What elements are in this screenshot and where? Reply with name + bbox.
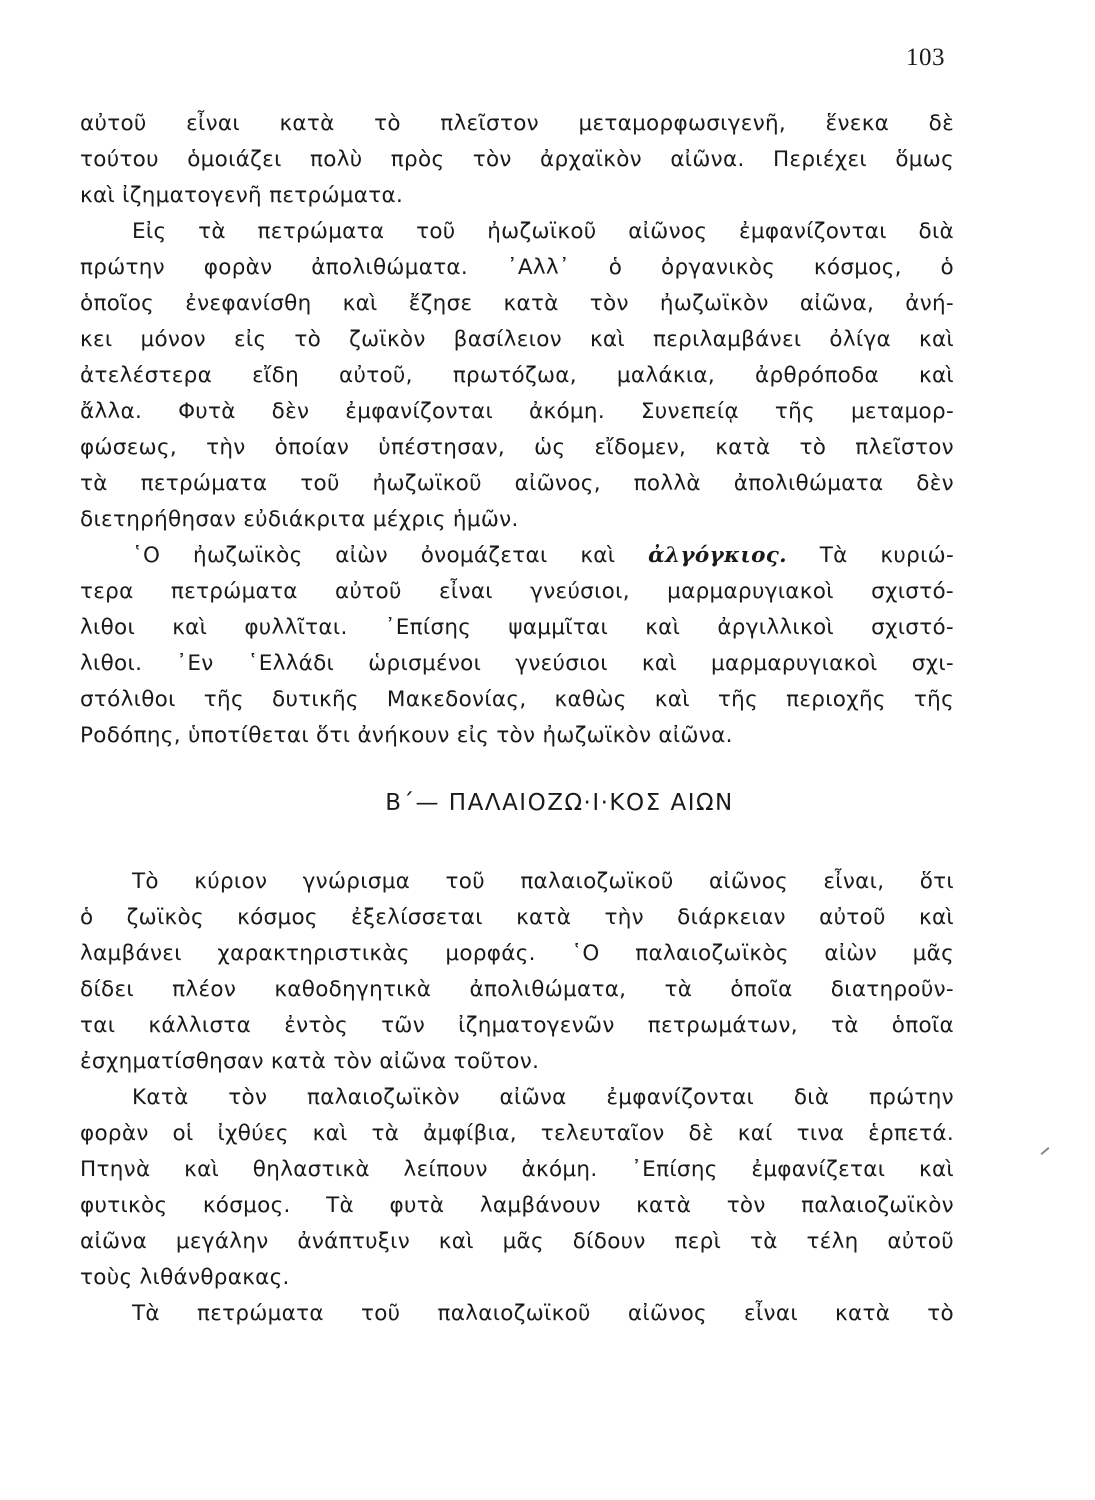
text-line: λιθοι. ᾿Εν ῾Ελλάδι ὡρισμένοι γνεύσιοι καὶ μαρμαρυγιακοὶ σχι- bbox=[80, 651, 954, 676]
text-line: Ροδόπης, ὑποτίθεται ὅτι ἀνήκουν εἰς τὸν ἠωζωϊκὸν αἰῶνα. bbox=[80, 723, 733, 748]
stray-pen-mark bbox=[1041, 1147, 1050, 1155]
text-line: λιθοι καὶ φυλλῖται. ᾿Επίσης ψαμμῖται καὶ ἀργιλλικοὶ σχιστό- bbox=[80, 615, 954, 640]
text-line: τερα πετρώματα αὐτοῦ εἶναι γνεύσιοι, μαρμαρυγιακοὶ σχιστό- bbox=[80, 579, 954, 604]
text-line: καὶ ἰζηματογενῆ πετρώματα. bbox=[80, 183, 404, 208]
line-prefix: ῾Ο ἠωζωϊκὸς αἰὼν ὀνομάζεται καὶ bbox=[132, 543, 616, 568]
section-2-text bbox=[80, 864, 954, 1332]
section-1-text bbox=[80, 106, 954, 754]
page-number: 103 bbox=[906, 44, 945, 71]
text-line: Πτηνὰ καὶ θηλαστικὰ λείπουν ἀκόμη. ᾿Επίσης ἐμφανίζεται καὶ bbox=[80, 1157, 954, 1182]
text-line: ὁ ζωϊκὸς κόσμος ἐξελίσσεται κατὰ τὴν διάρκειαν αὐτοῦ καὶ bbox=[80, 905, 954, 930]
text-line-with-term bbox=[80, 538, 954, 574]
text-line: διετηρήθησαν εὐδιάκριτα μέχρις ἡμῶν. bbox=[80, 507, 519, 532]
text-line: τοὺς λιθάνθρακας. bbox=[80, 1265, 290, 1290]
emphasized-term: ἀλγόγκιος. bbox=[648, 543, 787, 568]
text-line: ὁποῖος ἐνεφανίσθη καὶ ἔζησε κατὰ τὸν ἠωζωϊκὸν αἰῶνα, ἀνή- bbox=[80, 291, 954, 316]
text-line: ἄλλα. Φυτὰ δὲν ἐμφανίζονται ἀκόμη. Συνεπείᾳ τῆς μεταμορ- bbox=[80, 399, 954, 424]
text-line: ται κάλλιστα ἐντὸς τῶν ἰζηματογενῶν πετρωμάτων, τὰ ὁποῖα bbox=[80, 1013, 954, 1038]
text-line: ἐσχηματίσθησαν κατὰ τὸν αἰῶνα τοῦτον. bbox=[80, 1049, 540, 1074]
text-line: φυτικὸς κόσμος. Τὰ φυτὰ λαμβάνουν κατὰ τὸν παλαιοζωϊκὸν bbox=[80, 1193, 954, 1218]
text-line: δίδει πλέον καθοδηγητικὰ ἀπολιθώματα, τὰ ὁποῖα διατηροῦν- bbox=[80, 977, 954, 1002]
text-line: Κατὰ τὸν παλαιοζωϊκὸν αἰῶνα ἐμφανίζονται διὰ πρώτην bbox=[132, 1085, 954, 1110]
text-line: ἀτελέστερα εἴδη αὐτοῦ, πρωτόζωα, μαλάκια, ἀρθρόποδα καὶ bbox=[80, 363, 954, 388]
text-line: Εἰς τὰ πετρώματα τοῦ ἠωζωϊκοῦ αἰῶνος ἐμφανίζονται διὰ bbox=[132, 219, 954, 244]
text-line: κει μόνον εἰς τὸ ζωϊκὸν βασίλειον καὶ περιλαμβάνει ὀλίγα καὶ bbox=[80, 327, 954, 352]
text-line: Τὸ κύριον γνώρισμα τοῦ παλαιοζωϊκοῦ αἰῶνος εἶναι, ὅτι bbox=[132, 869, 954, 894]
text-line: αὐτοῦ εἶναι κατὰ τὸ πλεῖστον μεταμορφωσιγενῆ, ἕνεκα δὲ bbox=[80, 111, 954, 136]
text-line: τὰ πετρώματα τοῦ ἠωζωϊκοῦ αἰῶνος, πολλὰ ἀπολιθώματα δὲν bbox=[80, 471, 954, 496]
text-line: πρώτην φορὰν ἀπολιθώματα. ᾿Αλλ᾿ ὁ ὀργανικὸς κόσμος, ὁ bbox=[80, 255, 954, 280]
text-line: τούτου ὁμοιάζει πολὺ πρὸς τὸν ἀρχαϊκὸν αἰῶνα. Περιέχει ὅμως bbox=[80, 147, 954, 172]
line-suffix: Τὰ κυριώ- bbox=[819, 543, 955, 568]
text-line: φορὰν οἱ ἰχθύες καὶ τὰ ἀμφίβια, τελευταῖον δὲ καί τινα ἑρπετά. bbox=[80, 1121, 954, 1146]
text-line: αἰῶνα μεγάλην ἀνάπτυξιν καὶ μᾶς δίδουν περὶ τὰ τέλη αὐτοῦ bbox=[80, 1229, 954, 1254]
text-line: λαμβάνει χαρακτηριστικὰς μορφάς. ῾Ο παλαιοζωϊκὸς αἰὼν μᾶς bbox=[80, 941, 954, 966]
section-heading: Β΄— ΠΑΛΑΙΟΖΩ·Ι·ΚΟΣ ΑΙΩΝ bbox=[385, 790, 734, 816]
text-line: φώσεως, τὴν ὁποίαν ὑπέστησαν, ὡς εἴδομεν, κατὰ τὸ πλεῖστον bbox=[80, 435, 954, 460]
text-line: Τὰ πετρώματα τοῦ παλαιοζωϊκοῦ αἰῶνος εἶναι κατὰ τὸ bbox=[132, 1301, 954, 1326]
text-line: στόλιθοι τῆς δυτικῆς Μακεδονίας, καθὼς καὶ τῆς περιοχῆς τῆς bbox=[80, 687, 954, 712]
